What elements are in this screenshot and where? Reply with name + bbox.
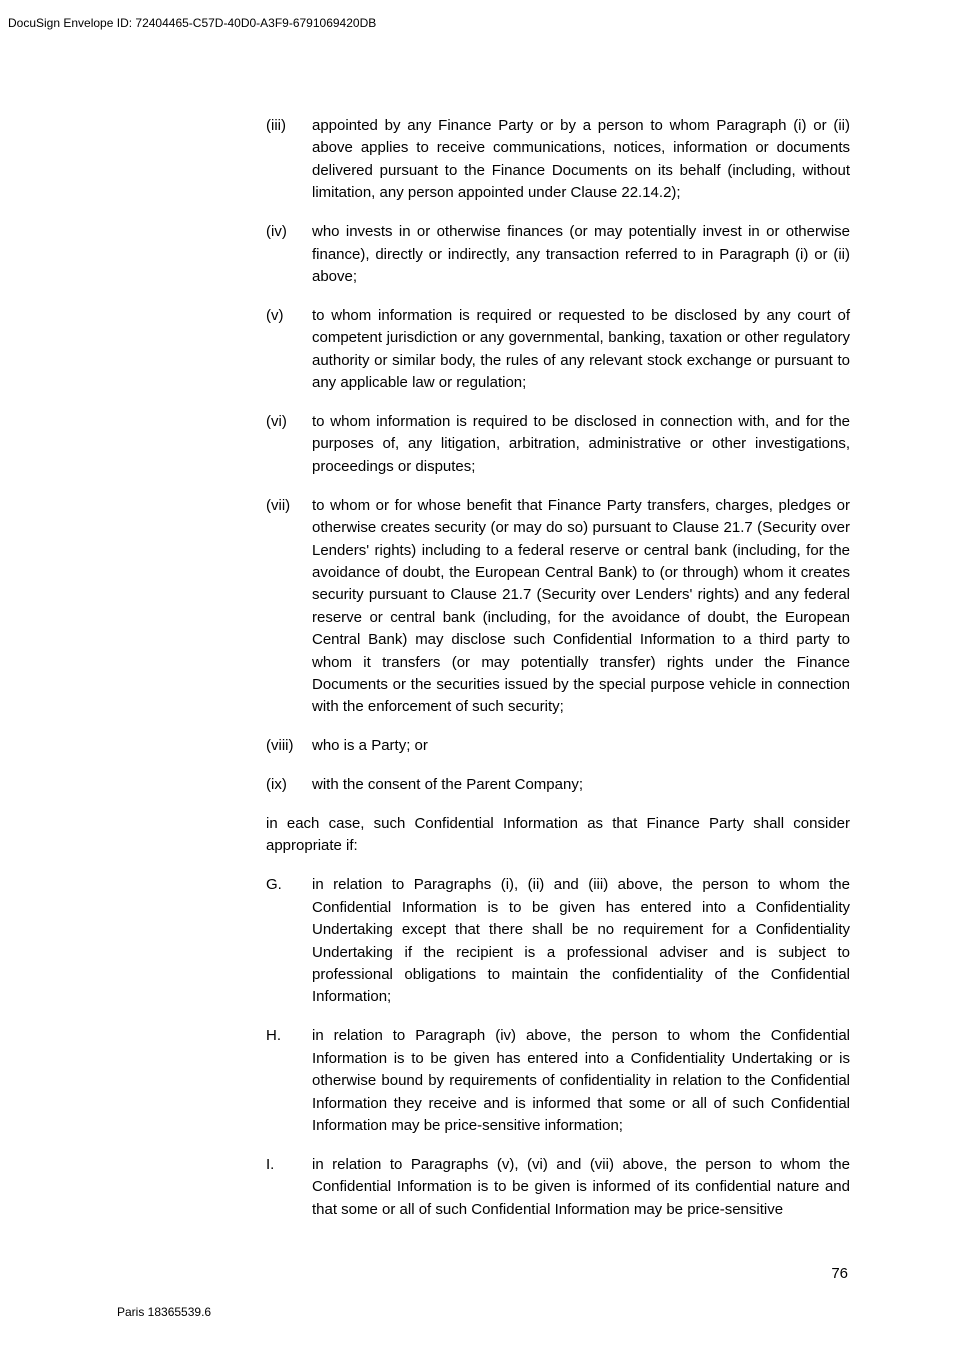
clause-vi (266, 411, 850, 478)
lead-in-paragraph: in each case, such Confidential Information as that Finance Party shall consider appropriate if: (266, 815, 850, 855)
document-body (266, 115, 850, 1238)
page-number: 76 (831, 1265, 848, 1282)
condition-letter: H. (266, 1027, 281, 1045)
clause-iii (266, 115, 850, 205)
clause-text: appointed by any Finance Party or by a person to whom Paragraph (i) or (ii) above applies to receive communications, notices, information or documents delivered pursuant to the Finance Documents on its behalf (including, without limitation, any person appointed under Clause 22.14.2); (312, 117, 850, 202)
condition-i (266, 1154, 850, 1221)
clause-number: (iii) (266, 117, 286, 134)
condition-text: in relation to Paragraphs (i), (ii) and (iii) above, the person to whom the Confidential Information is to be given has entered into a Confidentiality Undertaking except that there shall be no requirement for a Confidentiality Undertaking if the recipient is a professional adviser and is subject to professional obligations to maintain the confidentiality of the Confidential Information; (312, 876, 850, 1006)
clause-number: (vi) (266, 412, 287, 430)
clause-text: to whom information is required to be disclosed in connection with, and for the purposes of, any litigation, arbitration, administrative or other investigations, proceedings or disputes; (312, 412, 850, 475)
condition-letter: I. (266, 1155, 275, 1173)
condition-letter: G. (266, 876, 282, 894)
clause-viii (266, 735, 850, 757)
clause-number: (ix) (266, 776, 287, 794)
clause-text: who is a Party; or (312, 737, 428, 755)
clause-iv (266, 221, 850, 288)
condition-h (266, 1025, 850, 1137)
clause-ix (266, 774, 850, 796)
footer-reference: Paris 18365539.6 (117, 1305, 212, 1319)
condition-text: in relation to Paragraphs (v), (vi) and (vii) above, the person to whom the Confidential Information is to be given is informed of its confidential nature and that some or all of such Confidential Information may be price-sensitive (312, 1155, 850, 1218)
clause-number: (v) (266, 306, 284, 324)
clause-number: (vii) (266, 496, 291, 514)
envelope-id: DocuSign Envelope ID: 72404465-C57D-40D0-A3F9-6791069420DB (8, 16, 377, 30)
clause-number: (iv) (266, 223, 287, 241)
clause-text: to whom or for whose benefit that Finance Party transfers, charges, pledges or otherwise creates security (or may do so) pursuant to Clause 21.7 (Security over Lenders' rights) including to a federal reserve or central bank (including, for the avoidance of doubt, the European Central Bank) to (or through) whom it creates security pursuant to Clause 21.7 (Security over Lenders' rights) and any federal reserve or central bank (including, for the avoidance of doubt, the European Central Bank) may disclose such Confidential Information to a third party to whom it transfers (or may potentially transfer) rights under the Finance Documents or the securities issued by the special purpose vehicle in connection with the enforcement of such security; (312, 496, 850, 716)
clause-text: to whom information is required or requested to be disclosed by any court of competent jurisdiction or any governmental, banking, taxation or other regulatory authority or similar body, the rules of any relevant stock exchange or pursuant to any applicable law or regulation; (312, 306, 850, 392)
clause-v (266, 305, 850, 395)
clause-text: with the consent of the Parent Company; (312, 776, 583, 794)
clause-text: who invests in or otherwise finances (or may potentially invest in or otherwise finance), directly or indirectly, any transaction referred to in Paragraph (i) or (ii) above; (312, 223, 850, 285)
condition-text: in relation to Paragraph (iv) above, the person to whom the Confidential Information is to be given has entered into a Confidentiality Undertaking or is otherwise bound by requirements of confidentiality in relation to the Confidential Information they receive and is informed that some or all of such Confidential Information may be price-sensitive information; (312, 1027, 850, 1134)
condition-g (266, 874, 850, 1008)
clause-number: (viii) (266, 737, 294, 755)
clause-vii (266, 495, 850, 719)
